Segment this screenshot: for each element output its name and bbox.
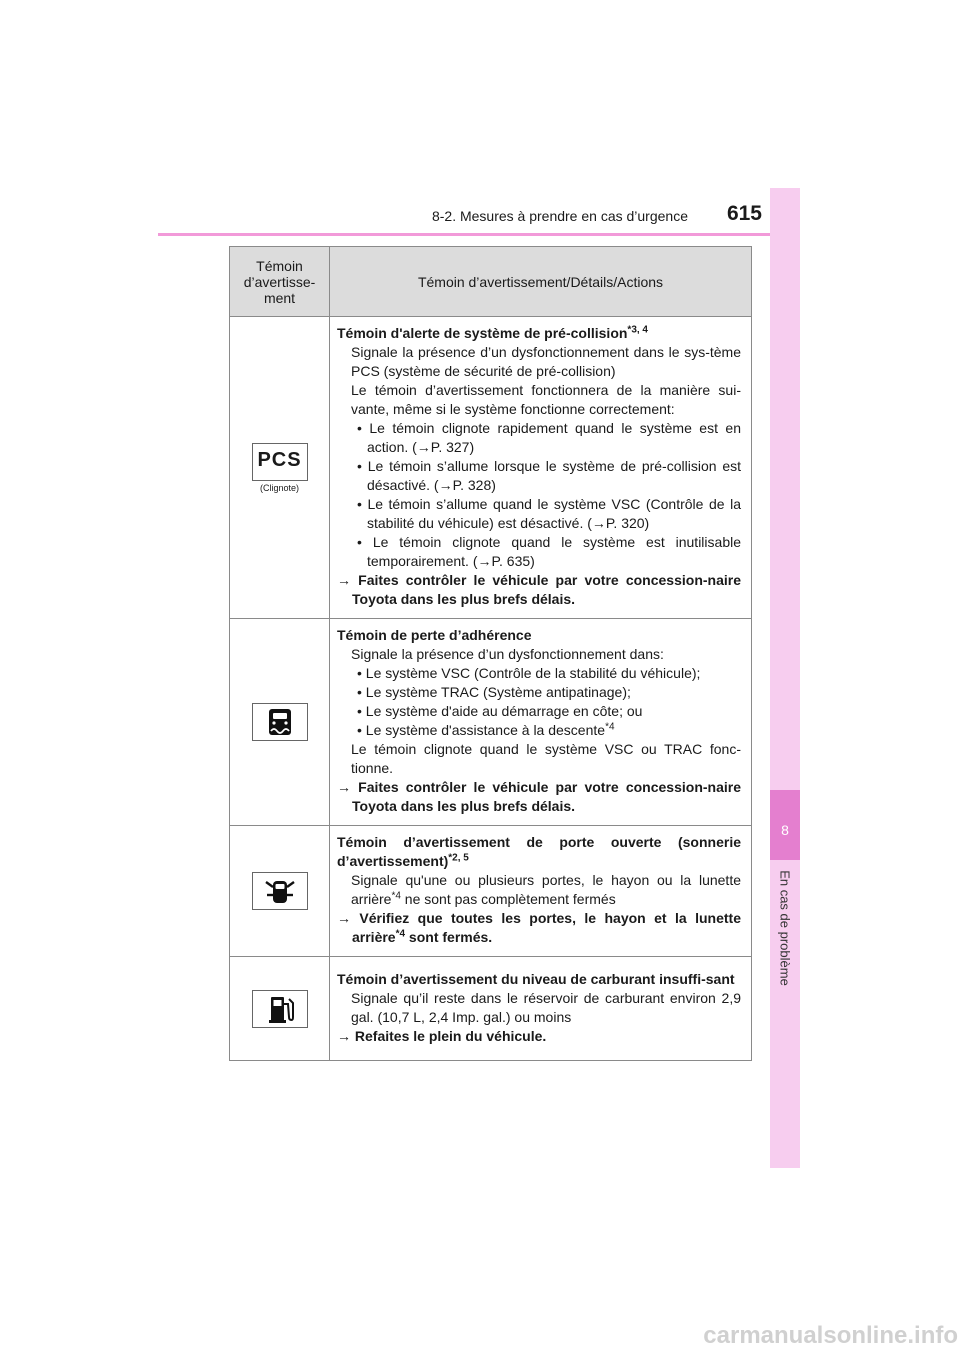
- footer-watermark: carmanualsonline.info: [703, 1322, 958, 1349]
- list-item: • Le témoin clignote quand le système est inutilisable temporairement. (→P. 635): [357, 534, 741, 569]
- warning-title: Témoin d’avertissement du niveau de carburant insuffi-sant: [337, 970, 735, 987]
- action-text: → Faites contrôler le véhicule par votre concession-naire Toyota dans les plus brefs délais.: [337, 572, 741, 607]
- icon-cell: [230, 826, 330, 957]
- description-line: Signale la présence d’un dysfonctionnement dans:: [351, 646, 664, 662]
- list-item: • Le témoin s’allume lorsque le système de pré-collision est désactivé. (→P. 328): [357, 458, 741, 493]
- table-row: [230, 957, 752, 1061]
- warning-title: Témoin de perte d’adhérence: [337, 627, 532, 643]
- page-number: 615: [726, 202, 762, 225]
- description-line: Signale qu'une ou plusieurs portes, le hayon ou la lunette arrière$^{*4}$ ne sont pas complètement fermés: [351, 872, 741, 907]
- icon-caption: (Clignote): [259, 482, 299, 493]
- list-item: • Le témoin s’allume quand le système VSC (Contrôle de la stabilité du véhicule) est désactivé. (→P. 320): [357, 496, 741, 531]
- warning-title: Témoin d’avertissement de porte ouverte (sonnerie d’avertissement)$^{*2, 5}$: [337, 834, 741, 869]
- action-text: → Faites contrôler le véhicule par votre concession-naire Toyota dans les plus brefs délais.: [337, 779, 741, 814]
- chapter-number: 8: [781, 822, 789, 838]
- icon-cell: [230, 957, 330, 1061]
- list-item: • Le système d'aide au démarrage en côte; ou: [357, 703, 643, 719]
- pcs-icon: PCS: [252, 443, 308, 481]
- column-header-details: Témoin d’avertissement/Détails/Actions: [330, 247, 752, 317]
- details-cell: [330, 957, 752, 1061]
- list-item: • Le système TRAC (Système antipatinage);: [357, 684, 631, 700]
- slip-indicator-icon: [252, 703, 308, 741]
- chapter-label: En cas de problème: [777, 870, 793, 986]
- details-cell: [330, 619, 752, 826]
- action-text: → Refaites le plein du véhicule.: [337, 1027, 547, 1044]
- details-cell: [330, 826, 752, 957]
- table-row: [230, 317, 752, 619]
- description-line: Le témoin d’avertissement fonctionnera de la manière sui-vante, même si le système fonctionne correctement:: [351, 382, 741, 417]
- action-text: → Vérifiez que toutes les portes, le hayon et la lunette arrière$^{*4}$ sont fermés.: [337, 910, 741, 945]
- table-header-row: [230, 247, 752, 317]
- fuel-pump-icon: [252, 990, 308, 1028]
- details-cell: [330, 317, 752, 619]
- list-item: • Le témoin clignote rapidement quand le système est en action. (→P. 327): [357, 420, 741, 455]
- section-title: 8-2. Mesures à prendre en cas d’urgence: [431, 208, 688, 224]
- icon-cell: [230, 317, 330, 619]
- description-line: Signale la présence d’un dysfonctionnement dans le sys-tème PCS (système de sécurité de pré-collision): [351, 344, 741, 379]
- header-divider: [158, 233, 798, 236]
- table-row: [230, 826, 752, 957]
- open-door-icon: [252, 872, 308, 910]
- description-line: Le témoin clignote quand le système VSC ou TRAC fonc-tionne.: [351, 741, 741, 776]
- description-line: Signale qu’il reste dans le réservoir de carburant environ 2,9 gal. (10,7 L, 2,4 Imp. gal.) ou moins: [351, 989, 741, 1025]
- table-row: [230, 619, 752, 826]
- list-item: • Le système VSC (Contrôle de la stabilité du véhicule);: [357, 665, 701, 681]
- column-header-light: Témoin d’avertisse-ment: [230, 247, 330, 317]
- warning-lights-table: [229, 246, 752, 1061]
- icon-cell: [230, 619, 330, 826]
- list-item: • Le système d'assistance à la descente$^{*4}$: [357, 721, 615, 738]
- warning-title: Témoin d'alerte de système de pré-collision$^{*3, 4}$: [337, 324, 648, 341]
- chapter-side-tab[interactable]: [770, 188, 800, 1168]
